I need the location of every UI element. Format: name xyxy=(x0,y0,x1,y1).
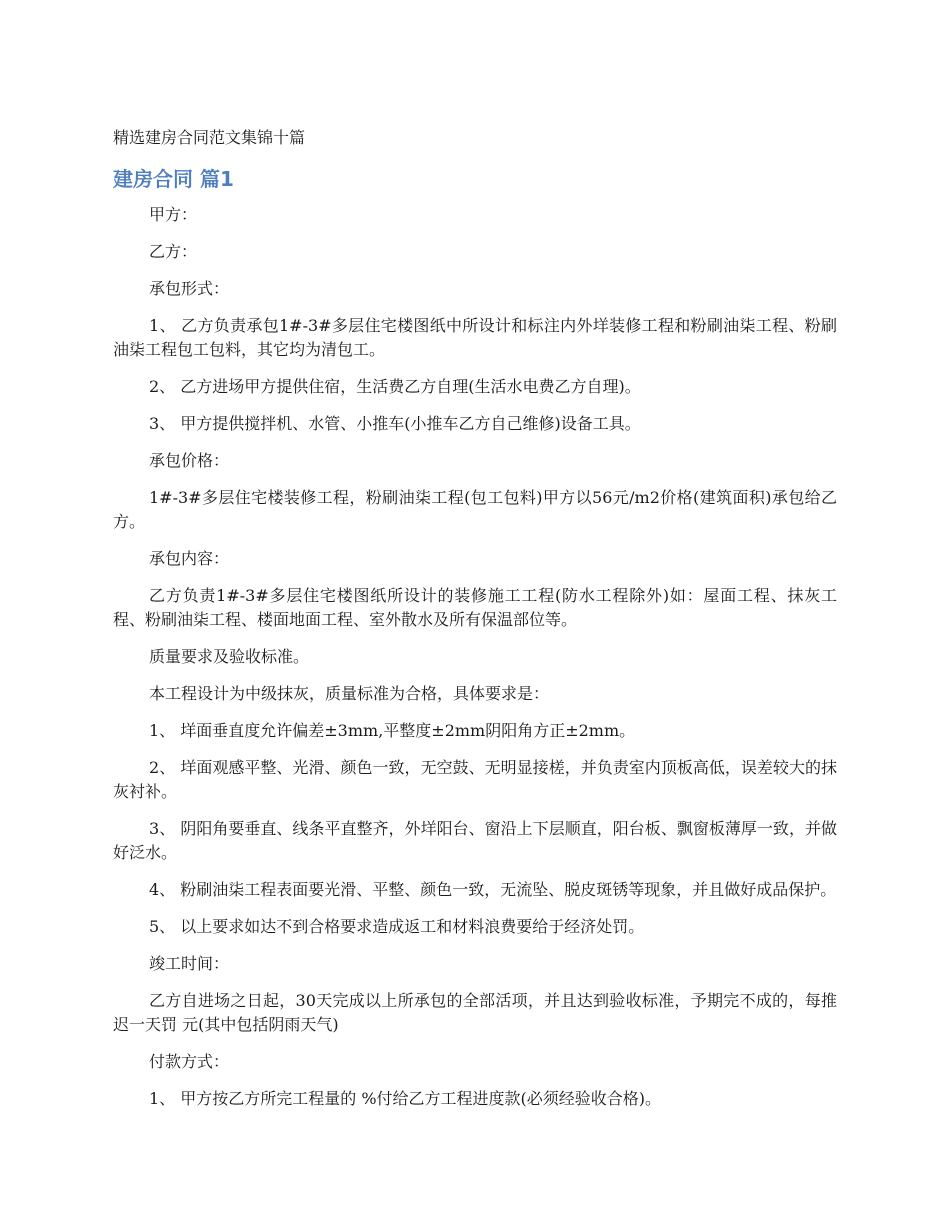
paragraph: 3、 甲方提供搅拌机、水管、小推车(小推车乙方自己维修)设备工具。 xyxy=(149,414,641,433)
paragraph: 付款方式： xyxy=(149,1052,230,1071)
paragraph: 4、 粉刷油柒工程表面要光滑、平整、颜色一致，无流坠、脱皮斑锈等现象，并且做好成品保护。 xyxy=(149,880,837,899)
paragraph: 1、 甲方按乙方所完工程量的 %付给乙方工程进度款(必须经验收合格)。 xyxy=(149,1089,662,1108)
paragraph: 乙方自进场之日起，30天完成以上所承包的全部活项，并且达到验收标准，予期完不成的，每推迟一天罚 元(其中包括阴雨天气) xyxy=(113,991,837,1034)
paragraph: 本工程设计为中级抹灰，质量标准为合格，具体要求是： xyxy=(149,684,550,703)
paragraph: 1#-3#多层住宅楼装修工程，粉刷油柒工程(包工包料)甲方以56元/m2价格(建筑面积)承包给乙方。 xyxy=(113,488,837,531)
paragraph: 2、 乙方进场甲方提供住宿，生活费乙方自理(生活水电费乙方自理)。 xyxy=(149,377,641,396)
paragraph: 5、 以上要求如达不到合格要求造成返工和材料浪费要给于经济处罚。 xyxy=(149,917,645,936)
paragraph: 乙方： xyxy=(149,242,198,261)
paragraph: 甲方： xyxy=(149,205,198,224)
paragraph: 3、 阴阳角要垂直、线条平直整齐，外垟阳台、窗沿上下层顺直，阳台板、飘窗板薄厚一致，并做好泛水。 xyxy=(113,819,837,862)
paragraph: 竣工时间： xyxy=(149,954,230,973)
paragraph: 1、 垟面垂直度允许偏差±3mm,平整度±2mm阴阳角方正±2mm。 xyxy=(149,721,636,740)
paragraph: 1、 乙方负责承包1#-3#多层住宅楼图纸中所设计和标注内外垟装修工程和粉刷油柒工程、粉刷油柒工程包工包料，其它均为清包工。 xyxy=(113,316,837,359)
document-title: 精选建房合同范文集锦十篇 xyxy=(113,128,306,147)
paragraph: 承包价格： xyxy=(149,451,230,470)
paragraph: 承包形式： xyxy=(149,279,230,298)
paragraph: 2、 垟面观感平整、光滑、颜色一致，无空鼓、无明显接槎，并负责室内顶板高低，误差较大的抹灰衬补。 xyxy=(113,758,837,801)
paragraph: 质量要求及验收标准。 xyxy=(149,647,310,666)
document-body xyxy=(113,203,837,1124)
section-heading: 建房合同 篇1 xyxy=(113,167,234,191)
paragraph: 乙方负责1#-3#多层住宅楼图纸所设计的装修施工工程(防水工程除外)如：屋面工程、抹灰工程、粉刷油柒工程、楼面地面工程、室外散水及所有保温部位等。 xyxy=(113,586,837,629)
paragraph: 承包内容： xyxy=(149,549,230,568)
